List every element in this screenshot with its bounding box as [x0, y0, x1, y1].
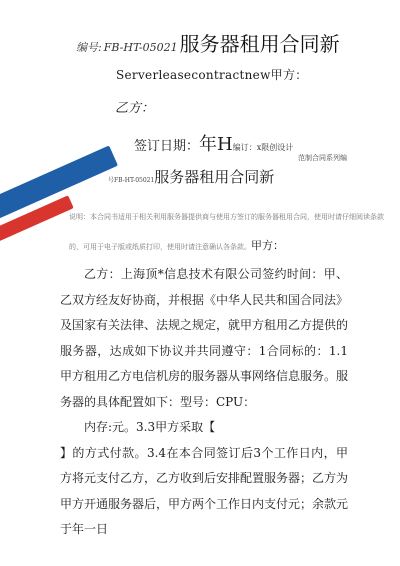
repeat-title-text: 服务器租用合同新 [154, 168, 275, 186]
document-header [76, 28, 340, 57]
faint-note-line-1: 说明：本合同书适用于相关利用服务器提供商与使用方签订的服务器租用合同，使用时请仔细阅读条款 [69, 213, 384, 221]
sign-date-small: 编订：x限创设计 [232, 143, 294, 152]
sign-date-big: 年H [199, 134, 233, 155]
sign-date-label: 签订日期： [134, 139, 200, 154]
series-label: 范制合同系列编 [298, 154, 347, 162]
code-prefix: 编号: [76, 41, 102, 54]
body-paragraph: 内存:元。3.3甲方采取【 [84, 420, 216, 434]
body-paragraph: 】的方式付款。3.4在本合同签订后3个工作日内，甲方将元支付乙方，乙方收到后安排配置服务器；乙方为甲方开通服务器后，甲方两个工作日内支付元；余款元于年一日 [60, 445, 349, 536]
party-b-label: 乙方： [115, 101, 155, 116]
english-subtitle: Serverleasecontractnew甲方： [116, 68, 308, 82]
faint-note-line-2 [69, 237, 284, 253]
faint-note-line-2-text: 的，可用于电子版或纸质打印，使用时请注意确认各条款。 [69, 243, 251, 251]
document-title: 服务器租用合同新 [179, 32, 340, 56]
contract-body [60, 262, 348, 543]
party-a-label: 甲方： [251, 239, 284, 252]
body-paragraph: 乙方：上海顶*信息技术有限公司签约时间：甲、乙双方经友好协商，并根据《中华人民共和国合同法》及国家有关法律、法规之规定，就甲方租用乙方提供的服务器，达成如下协议并共同遵守：1合同标的：1.1甲方租用乙方电信机房的服务器从事网络信息服务。服务器的具体配置如下：型号：CPU： [60, 267, 349, 409]
repeat-title [108, 166, 274, 187]
document-code: FB-HT-05021 [103, 41, 178, 54]
repeat-title-code: 号FB-HT-05021 [108, 177, 155, 184]
sign-date-line [134, 130, 293, 156]
